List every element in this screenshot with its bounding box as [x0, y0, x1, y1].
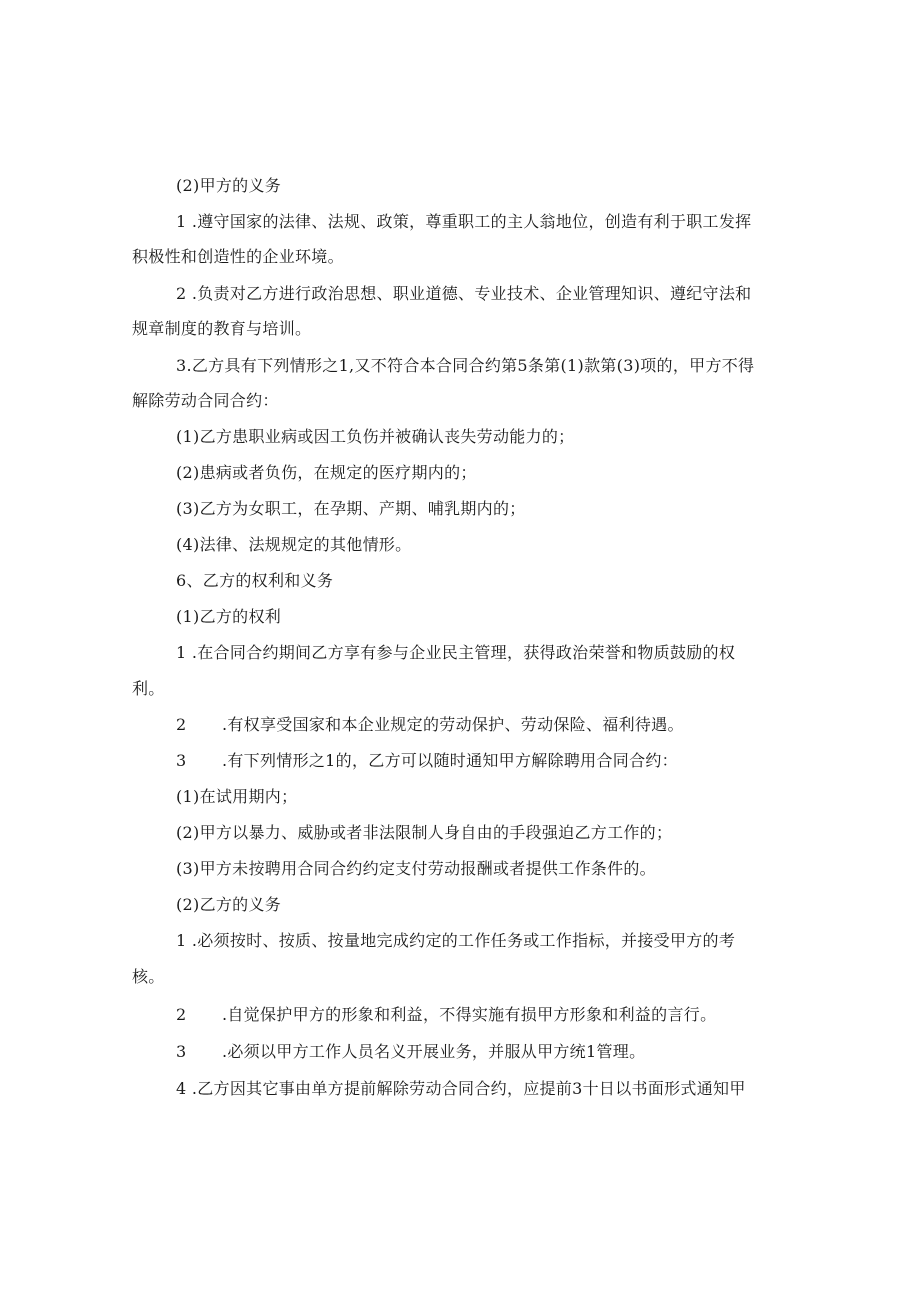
list-item: (3)甲方未按聘用合同合约约定支付劳动报酬或者提供工作条件的。 — [176, 859, 656, 878]
paragraph-line: .有权享受国家和本企业规定的劳动保护、劳动保险、福利待遇。 — [222, 715, 684, 734]
heading-party-b-rights: (1)乙方的权利 — [176, 607, 282, 626]
paragraph-line: 积极性和创造性的企业环境。 — [132, 247, 344, 266]
list-item: (1)在试用期内； — [176, 787, 298, 806]
heading-party-a-obligations: (2)甲方的义务 — [176, 176, 282, 195]
paragraph-line: 核。 — [132, 967, 165, 986]
paragraph-line: 解除劳动合同合约： — [132, 391, 279, 410]
paragraph-line: 2 .负责对乙方进行政治思想、职业道德、专业技术、企业管理知识、遵纪守法和 — [176, 284, 752, 303]
paragraph-line: .自觉保护甲方的形象和利益，不得实施有损甲方形象和利益的言行。 — [222, 1005, 717, 1024]
paragraph-line: 规章制度的教育与培训。 — [132, 319, 312, 338]
paragraph-line: 利。 — [132, 679, 165, 698]
list-item: (4)法律、法规规定的其他情形。 — [176, 535, 412, 554]
item-number: 3 — [176, 751, 187, 770]
item-number: 3 — [176, 1042, 187, 1061]
list-item: (2)甲方以暴力、威胁或者非法限制人身自由的手段强迫乙方工作的； — [176, 823, 673, 842]
section-heading-party-b: 6、乙方的权利和义务 — [176, 571, 334, 590]
paragraph-line: 3.乙方具有下列情形之1,又不符合本合同合约第5条第(1)款第(3)项的，甲方不得 — [176, 356, 755, 375]
list-item: (3)乙方为女职工，在孕期、产期、哺乳期内的； — [176, 499, 526, 518]
paragraph-line: .必须以甲方工作人员名义开展业务，并服从甲方统1管理。 — [222, 1042, 646, 1061]
list-item: (1)乙方患职业病或因工负伤并被确认丧失劳动能力的； — [176, 427, 575, 446]
paragraph-line: 1 .遵守国家的法律、法规、政策，尊重职工的主人翁地位，创造有利于职工发挥 — [176, 212, 752, 231]
paragraph-line: .有下列情形之1的，乙方可以随时通知甲方解除聘用合同合约： — [222, 751, 678, 770]
heading-party-b-obligations: (2)乙方的义务 — [176, 895, 282, 914]
paragraph-line: 1 .在合同合约期间乙方享有参与企业民主管理，获得政治荣誉和物质鼓励的权 — [176, 643, 736, 662]
item-number: 2 — [176, 1005, 187, 1024]
item-number: 2 — [176, 715, 187, 734]
paragraph-line: 1 .必须按时、按质、按量地完成约定的工作任务或工作指标，并接受甲方的考 — [176, 931, 736, 950]
list-item: (2)患病或者负伤，在规定的医疗期内的； — [176, 463, 477, 482]
paragraph-line: 4 .乙方因其它事由单方提前解除劳动合同合约，应提前3十日以书面形式通知甲 — [176, 1079, 746, 1098]
